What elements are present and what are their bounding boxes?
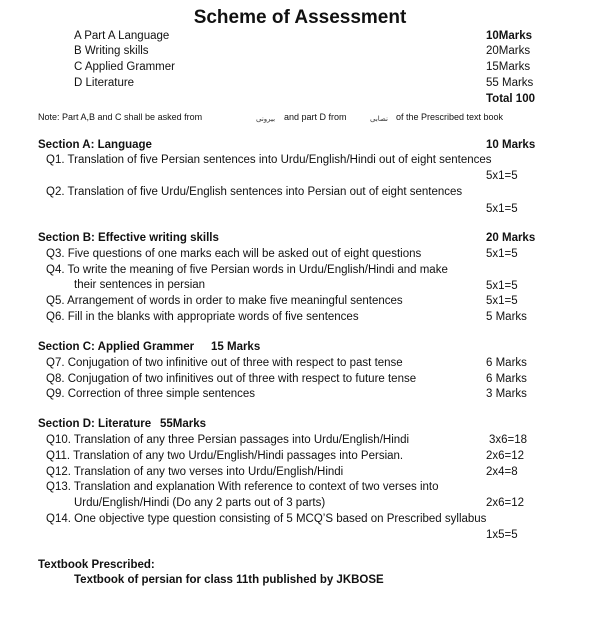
q10-text: Q10. Translation of any three Persian passages into Urdu/English/Hindi (46, 434, 410, 446)
part-a-label: A Part A Language (74, 30, 170, 42)
part-b-label: B Writing skills (74, 45, 149, 57)
section-c-heading: Section C: Applied Grammer (38, 341, 195, 353)
q4-text-line2: their sentences in persian (74, 279, 206, 291)
part-c-label: C Applied Grammer (74, 61, 175, 73)
section-a-heading: Section A: Language (38, 139, 152, 151)
textbook-title: Textbook of persian for class 11th published by JKBOSE (74, 574, 384, 586)
q7-text: Q7. Conjugation of two infinitive out of three with respect to past tense (46, 357, 403, 369)
note-urdu-2: نصابی (370, 115, 388, 123)
part-b-marks: 20Marks (486, 45, 531, 57)
q13-text-line1: Q13. Translation and explanation With reference to context of two verses into (46, 481, 439, 493)
note-urdu-1: بیرونی (256, 115, 276, 123)
section-d-marks: 55Marks (160, 418, 207, 430)
section-a-marks: 10 Marks (486, 139, 536, 151)
q5-text: Q5. Arrangement of words in order to make five meaningful sentences (46, 295, 403, 307)
part-d-label: D Literature (74, 77, 135, 89)
q3-text: Q3. Five questions of one marks each will be asked out of eight questions (46, 248, 422, 260)
q2-text: Q2. Translation of five Urdu/English sentences into Persian out of eight sentences (46, 186, 463, 198)
section-c-marks: 15 Marks (211, 341, 261, 353)
q8-marks: 6 Marks (486, 373, 527, 385)
q2-marks: 5x1=5 (486, 203, 518, 215)
q9-marks: 3 Marks (486, 388, 527, 400)
part-a-marks: 10Marks (486, 30, 533, 42)
note-prefix: Note: Part A,B and C shall be asked from (38, 112, 203, 122)
q13-text-line2: Urdu/English/Hindi (Do any 2 parts out of 3 parts) (74, 497, 326, 509)
q5-marks: 5x1=5 (486, 295, 518, 307)
q8-text: Q8. Conjugation of two infinitives out of three with respect to future tense (46, 373, 417, 385)
textbook-heading: Textbook Prescribed: (38, 559, 155, 571)
total-marks: Total 100 (486, 93, 535, 105)
q7-marks: 6 Marks (486, 357, 527, 369)
q6-text: Q6. Fill in the blanks with appropriate words of five sentences (46, 311, 359, 323)
page-title: Scheme of Assessment (193, 7, 407, 28)
part-c-marks: 15Marks (486, 61, 531, 73)
q12-text: Q12. Translation of any two verses into Urdu/English/Hindi (46, 466, 344, 478)
q1-text: Q1. Translation of five Persian sentences into Urdu/English/Hindi out of eight sentences (46, 154, 492, 166)
q11-text: Q11. Translation of any two Urdu/English/Hindi passages into Persian. (46, 450, 404, 462)
q3-marks: 5x1=5 (486, 248, 518, 260)
q14-marks: 1x5=5 (486, 529, 518, 541)
q12-marks: 2x4=8 (486, 466, 518, 478)
q13-marks: 2x6=12 (486, 497, 525, 509)
q9-text: Q9. Correction of three simple sentences (46, 388, 256, 400)
q4-text-line1: Q4. To write the meaning of five Persian words in Urdu/English/Hindi and make (46, 264, 448, 276)
section-b-marks: 20 Marks (486, 232, 536, 244)
q10-marks: 3x6=18 (489, 434, 528, 446)
section-b-heading: Section B: Effective writing skills (38, 232, 219, 244)
note-middle: and part D from (284, 112, 347, 122)
q4-marks: 5x1=5 (486, 280, 518, 292)
q1-marks: 5x1=5 (486, 170, 518, 182)
q11-marks: 2x6=12 (486, 450, 525, 462)
section-d-heading: Section D: Literature (38, 418, 152, 430)
note-suffix: of the Prescribed text book (396, 112, 504, 122)
q14-text: Q14. One objective type question consisting of 5 MCQ’S based on Prescribed syllabus (46, 513, 487, 525)
q6-marks: 5 Marks (486, 311, 527, 323)
part-d-marks: 55 Marks (486, 77, 534, 89)
